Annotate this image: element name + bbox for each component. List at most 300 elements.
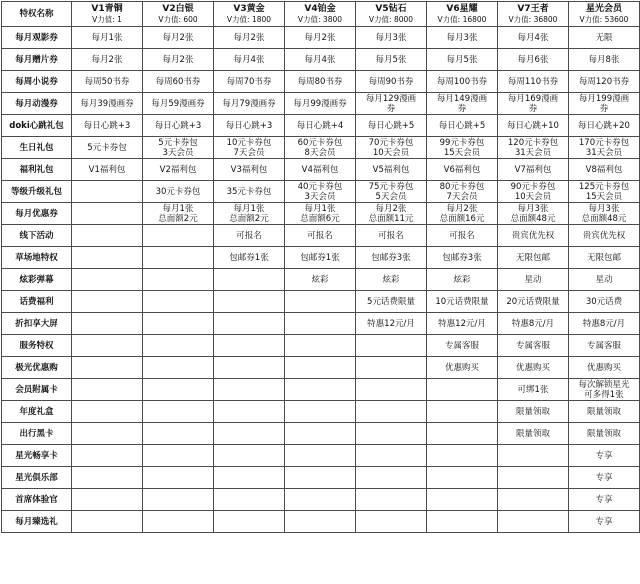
table-row — [2, 93, 640, 115]
table-row — [2, 137, 640, 159]
privilege-label: 每月臻选礼 — [2, 511, 72, 533]
privilege-label: 首席体验官 — [2, 489, 72, 511]
benefit-cell — [214, 159, 285, 181]
benefit-cell — [569, 71, 640, 93]
benefit-text: 专享 — [595, 516, 613, 527]
benefit-cell — [285, 313, 356, 335]
benefit-text: 可报名 — [449, 230, 475, 241]
benefit-text: 每日心跳+3 — [154, 120, 202, 131]
benefit-cell — [214, 401, 285, 423]
benefit-text: 125元卡券包 — [578, 181, 630, 192]
benefit-text: 每月8张 — [588, 54, 620, 65]
benefit-cell — [214, 379, 285, 401]
benefit-text: 优惠购买 — [586, 362, 621, 373]
tier-header — [569, 2, 640, 27]
benefit-cell — [427, 489, 498, 511]
benefit-text: 专享 — [595, 450, 613, 461]
benefit-cell — [569, 379, 640, 401]
header-row — [2, 2, 640, 27]
benefit-cell — [143, 93, 214, 115]
tier-name: V3黄金 — [233, 3, 265, 14]
benefit-text: 99元卡券包 — [439, 137, 485, 148]
tier-name: V1青铜 — [91, 3, 123, 14]
benefit-cell — [214, 335, 285, 357]
benefit-text: 每月2张 — [304, 32, 336, 43]
benefit-cell — [427, 203, 498, 225]
benefit-text: 30元话费 — [585, 296, 623, 307]
benefit-cell — [498, 49, 569, 71]
benefit-cell — [72, 401, 143, 423]
benefit-text: 5元卡券包 — [87, 142, 127, 153]
benefit-text: 10元话费限量 — [435, 296, 489, 307]
benefit-cell — [569, 423, 640, 445]
benefit-cell — [569, 93, 640, 115]
privilege-label: 服务特权 — [2, 335, 72, 357]
benefit-cell — [72, 511, 143, 533]
table-row — [2, 203, 640, 225]
table-row — [2, 181, 640, 203]
benefit-cell — [498, 71, 569, 93]
benefit-text: 包邮券3张 — [371, 252, 411, 263]
benefit-cell — [72, 115, 143, 137]
benefit-text: 限量领取 — [586, 428, 621, 439]
benefit-cell — [569, 269, 640, 291]
benefit-cell — [143, 401, 214, 423]
benefit-cell — [427, 269, 498, 291]
benefit-cell — [569, 225, 640, 247]
benefit-text: 专享 — [595, 494, 613, 505]
benefit-cell — [356, 379, 427, 401]
benefit-cell — [214, 467, 285, 489]
benefit-text: 10元卡券包 — [226, 137, 272, 148]
benefit-text: 每月1张 — [304, 203, 336, 214]
benefit-cell — [498, 247, 569, 269]
table-row — [2, 27, 640, 49]
benefit-cell — [285, 269, 356, 291]
benefit-cell — [569, 181, 640, 203]
table-row — [2, 159, 640, 181]
benefit-cell — [498, 335, 569, 357]
benefit-text: 总面额48元 — [581, 213, 627, 224]
benefit-cell — [356, 269, 427, 291]
benefit-text: 每月1张 — [162, 203, 194, 214]
benefit-cell — [72, 137, 143, 159]
benefit-text: 专享 — [595, 472, 613, 483]
benefit-cell — [143, 445, 214, 467]
benefit-cell — [498, 203, 569, 225]
tier-name: V6星耀 — [446, 3, 478, 14]
table-row — [2, 423, 640, 445]
benefit-cell — [427, 313, 498, 335]
benefit-text: 31天会员 — [585, 147, 623, 158]
benefit-text: 10天会员 — [514, 191, 552, 202]
privilege-label: 每月动漫券 — [2, 93, 72, 115]
benefit-cell — [72, 313, 143, 335]
benefit-text: 5天会员 — [375, 191, 407, 202]
tier-name: V4铂金 — [304, 3, 336, 14]
benefit-cell — [498, 225, 569, 247]
benefit-cell — [214, 313, 285, 335]
benefit-cell — [214, 423, 285, 445]
benefit-text: 无限 — [595, 32, 613, 43]
privilege-label: 每月观影券 — [2, 27, 72, 49]
benefit-cell — [498, 137, 569, 159]
tier-header — [285, 2, 356, 27]
tier-power: V力值: 1 — [92, 14, 122, 24]
benefit-cell — [72, 247, 143, 269]
table-row — [2, 313, 640, 335]
benefit-text: 总面额11元 — [368, 213, 414, 224]
benefit-cell — [143, 335, 214, 357]
benefit-text: 特惠12元/月 — [438, 318, 486, 329]
benefit-cell — [285, 489, 356, 511]
benefit-text: 每日心跳+10 — [507, 120, 559, 131]
benefit-cell — [427, 93, 498, 115]
benefit-text: 每月4张 — [233, 54, 265, 65]
benefit-text: 可绑1张 — [517, 384, 549, 395]
benefit-text: 15天会员 — [585, 191, 623, 202]
benefit-cell — [214, 291, 285, 313]
benefit-cell — [498, 467, 569, 489]
privilege-label: 生日礼包 — [2, 137, 72, 159]
benefit-text: 每月3张 — [375, 32, 407, 43]
benefit-cell — [143, 225, 214, 247]
benefit-cell — [72, 357, 143, 379]
benefit-cell — [214, 115, 285, 137]
benefit-text: 15天会员 — [443, 147, 481, 158]
tier-power: V力值: 1800 — [226, 14, 272, 24]
benefit-cell — [72, 445, 143, 467]
benefit-text: 券 — [386, 103, 396, 114]
benefit-cell — [569, 313, 640, 335]
benefit-cell — [356, 225, 427, 247]
benefit-cell — [498, 489, 569, 511]
benefit-text: 专属客服 — [444, 340, 479, 351]
benefit-text: 每月79漫画券 — [222, 98, 276, 109]
benefit-text: 每月2张 — [162, 54, 194, 65]
privilege-label: 会员附属卡 — [2, 379, 72, 401]
benefit-cell — [143, 423, 214, 445]
benefit-cell — [356, 401, 427, 423]
benefit-text: 无限包邮 — [586, 252, 621, 263]
benefit-text: 每月149漫画 — [436, 93, 488, 104]
privilege-label: 每周小说券 — [2, 71, 72, 93]
benefit-cell — [143, 71, 214, 93]
benefit-text: 每月39漫画券 — [80, 98, 134, 109]
benefit-cell — [72, 93, 143, 115]
tier-header — [143, 2, 214, 27]
benefit-cell — [72, 423, 143, 445]
benefit-text: V2福利包 — [159, 164, 197, 175]
benefit-cell — [143, 269, 214, 291]
benefit-cell — [285, 511, 356, 533]
benefit-cell — [214, 49, 285, 71]
benefit-text: 70元卡券包 — [368, 137, 414, 148]
benefit-cell — [427, 335, 498, 357]
benefit-cell — [143, 49, 214, 71]
benefit-text: 每月4张 — [517, 32, 549, 43]
benefit-cell — [356, 27, 427, 49]
benefit-text: 20元话费限量 — [506, 296, 560, 307]
benefit-text: V8福利包 — [585, 164, 623, 175]
benefit-text: 总面额2元 — [229, 213, 269, 224]
table-row — [2, 511, 640, 533]
benefit-text: V6福利包 — [443, 164, 481, 175]
benefit-text: V1福利包 — [88, 164, 126, 175]
tier-header — [72, 2, 143, 27]
benefit-cell — [72, 159, 143, 181]
benefit-text: 特惠8元/月 — [582, 318, 626, 329]
tier-header — [427, 2, 498, 27]
benefit-cell — [72, 467, 143, 489]
benefit-text: 包邮券3张 — [442, 252, 482, 263]
benefit-cell — [214, 357, 285, 379]
benefit-cell — [569, 335, 640, 357]
privilege-label: 等级升级礼包 — [2, 181, 72, 203]
table-row — [2, 379, 640, 401]
benefit-cell — [569, 137, 640, 159]
benefit-text: 每周50书券 — [84, 76, 130, 87]
benefit-text: 5元话费限量 — [367, 296, 415, 307]
benefit-cell — [427, 137, 498, 159]
benefit-cell — [569, 247, 640, 269]
benefit-cell — [356, 247, 427, 269]
benefit-text: 可多得1张 — [584, 389, 624, 400]
privilege-label: 话费福利 — [2, 291, 72, 313]
benefit-cell — [498, 423, 569, 445]
benefit-text: 包邮券1张 — [229, 252, 269, 263]
benefit-cell — [214, 93, 285, 115]
benefit-cell — [498, 445, 569, 467]
benefit-text: 每月1张 — [91, 32, 123, 43]
benefit-text: 每周60书券 — [155, 76, 201, 87]
tier-header — [498, 2, 569, 27]
benefit-cell — [498, 115, 569, 137]
benefit-cell — [285, 93, 356, 115]
benefit-cell — [285, 445, 356, 467]
benefit-cell — [143, 115, 214, 137]
privilege-label: 极光优惠购 — [2, 357, 72, 379]
benefit-cell — [356, 423, 427, 445]
benefit-cell — [72, 203, 143, 225]
benefit-cell — [214, 137, 285, 159]
privilege-label: 线下活动 — [2, 225, 72, 247]
benefit-cell — [498, 401, 569, 423]
benefit-text: 限量领取 — [586, 406, 621, 417]
benefit-cell — [143, 181, 214, 203]
benefit-cell — [569, 401, 640, 423]
benefit-cell — [143, 379, 214, 401]
benefit-cell — [569, 489, 640, 511]
benefit-cell — [143, 313, 214, 335]
benefit-text: 每月2张 — [233, 32, 265, 43]
benefit-text: 每月3张 — [446, 32, 478, 43]
benefit-text: 可报名 — [236, 230, 262, 241]
benefit-cell — [498, 159, 569, 181]
privilege-label: doki心跳礼包 — [2, 115, 72, 137]
benefit-cell — [356, 313, 427, 335]
benefit-text: 优惠购买 — [444, 362, 479, 373]
benefit-text: 限量领取 — [515, 406, 550, 417]
benefit-text: 每月2张 — [446, 203, 478, 214]
benefit-text: 3天会员 — [304, 191, 336, 202]
benefit-cell — [356, 291, 427, 313]
tier-header — [214, 2, 285, 27]
benefit-cell — [569, 511, 640, 533]
benefit-text: 每月4张 — [304, 54, 336, 65]
benefit-cell — [356, 115, 427, 137]
table-row — [2, 489, 640, 511]
benefit-cell — [356, 357, 427, 379]
benefit-cell — [498, 27, 569, 49]
benefit-cell — [356, 445, 427, 467]
privilege-label: 出行黑卡 — [2, 423, 72, 445]
benefit-text: 每周110书券 — [507, 76, 559, 87]
privilege-label: 年度礼盒 — [2, 401, 72, 423]
tier-power: V力值: 600 — [158, 14, 198, 24]
benefit-cell — [427, 247, 498, 269]
benefit-text: 30元卡券包 — [155, 186, 201, 197]
benefit-cell — [569, 159, 640, 181]
benefit-text: 每月2张 — [91, 54, 123, 65]
benefit-cell — [569, 203, 640, 225]
benefit-text: 每周90书券 — [368, 76, 414, 87]
benefit-cell — [427, 401, 498, 423]
benefit-text: 星动 — [595, 274, 613, 285]
tier-power: V力值: 53600 — [579, 14, 629, 24]
benefit-cell — [285, 49, 356, 71]
benefit-text: 无限包邮 — [515, 252, 550, 263]
benefit-cell — [72, 181, 143, 203]
benefit-text: 总面额2元 — [158, 213, 198, 224]
tier-power: V力值: 36800 — [508, 14, 558, 24]
benefit-cell — [569, 467, 640, 489]
benefit-cell — [285, 423, 356, 445]
benefit-cell — [427, 159, 498, 181]
benefit-cell — [498, 511, 569, 533]
benefit-text: 每月199漫画 — [578, 93, 630, 104]
benefit-cell — [72, 291, 143, 313]
benefit-cell — [427, 71, 498, 93]
tier-power: V力值: 8000 — [368, 14, 414, 24]
benefit-text: 每周120书券 — [578, 76, 630, 87]
benefit-cell — [285, 115, 356, 137]
benefit-cell — [143, 357, 214, 379]
corner-header: 特权名称 — [2, 2, 72, 27]
privilege-label: 每月优惠券 — [2, 203, 72, 225]
benefit-text: 每月2张 — [375, 203, 407, 214]
benefit-cell — [356, 71, 427, 93]
benefit-cell — [285, 467, 356, 489]
benefit-cell — [143, 467, 214, 489]
benefit-cell — [498, 379, 569, 401]
benefit-cell — [569, 291, 640, 313]
benefit-text: 每周100书券 — [436, 76, 488, 87]
benefit-text: 总面额16元 — [439, 213, 485, 224]
benefit-cell — [427, 115, 498, 137]
benefit-text: 每月59漫画券 — [151, 98, 205, 109]
benefit-cell — [427, 467, 498, 489]
benefit-cell — [498, 313, 569, 335]
privilege-table — [1, 1, 640, 533]
benefit-text: V3福利包 — [230, 164, 268, 175]
tier-power: V力值: 3800 — [297, 14, 343, 24]
benefit-text: 特惠12元/月 — [367, 318, 415, 329]
benefit-text: 每日心跳+3 — [83, 120, 131, 131]
benefit-cell — [498, 269, 569, 291]
benefit-cell — [285, 181, 356, 203]
benefit-cell — [285, 401, 356, 423]
privilege-label: 星光俱乐部 — [2, 467, 72, 489]
table-row — [2, 467, 640, 489]
benefit-cell — [356, 137, 427, 159]
privilege-label: 星光畅享卡 — [2, 445, 72, 467]
benefit-cell — [356, 335, 427, 357]
table-row — [2, 115, 640, 137]
benefit-text: 每日心跳+4 — [296, 120, 344, 131]
benefit-text: 券 — [599, 103, 609, 114]
benefit-text: 可报名 — [378, 230, 404, 241]
table-body — [2, 27, 640, 533]
benefit-text: 每周80书券 — [297, 76, 343, 87]
benefit-cell — [427, 511, 498, 533]
benefit-cell — [214, 225, 285, 247]
benefit-cell — [569, 27, 640, 49]
benefit-cell — [143, 137, 214, 159]
tier-name: V2白银 — [162, 3, 194, 14]
benefit-cell — [72, 49, 143, 71]
benefit-cell — [569, 357, 640, 379]
benefit-cell — [285, 247, 356, 269]
benefit-cell — [214, 71, 285, 93]
benefit-text: 每月2张 — [162, 32, 194, 43]
benefit-cell — [498, 291, 569, 313]
benefit-cell — [285, 225, 356, 247]
benefit-text: 每月5张 — [375, 54, 407, 65]
benefit-cell — [143, 291, 214, 313]
benefit-text: 券 — [457, 103, 467, 114]
benefit-cell — [143, 203, 214, 225]
benefit-text: V5福利包 — [372, 164, 410, 175]
benefit-cell — [143, 247, 214, 269]
benefit-cell — [285, 159, 356, 181]
benefit-text: 40元卡券包 — [297, 181, 343, 192]
benefit-text: 每月6张 — [517, 54, 549, 65]
benefit-text: 包邮券1张 — [300, 252, 340, 263]
benefit-cell — [72, 379, 143, 401]
table-row — [2, 445, 640, 467]
benefit-text: 券 — [528, 103, 538, 114]
benefit-text: 90元卡券包 — [510, 181, 556, 192]
table-row — [2, 401, 640, 423]
benefit-text: 优惠购买 — [515, 362, 550, 373]
benefit-text: 80元卡券包 — [439, 181, 485, 192]
benefit-cell — [143, 159, 214, 181]
table-row — [2, 291, 640, 313]
benefit-cell — [356, 511, 427, 533]
benefit-text: 贵宾优先权 — [511, 230, 555, 241]
benefit-text: 60元卡券包 — [297, 137, 343, 148]
benefit-text: 特惠8元/月 — [511, 318, 555, 329]
benefit-text: 31天会员 — [514, 147, 552, 158]
benefit-text: 7天会员 — [446, 191, 478, 202]
tier-name: V5钻石 — [375, 3, 407, 14]
privilege-label: 炫彩弹幕 — [2, 269, 72, 291]
benefit-cell — [214, 445, 285, 467]
benefit-text: 炫彩 — [382, 274, 400, 285]
benefit-text: 每月3张 — [517, 203, 549, 214]
benefit-cell — [427, 49, 498, 71]
